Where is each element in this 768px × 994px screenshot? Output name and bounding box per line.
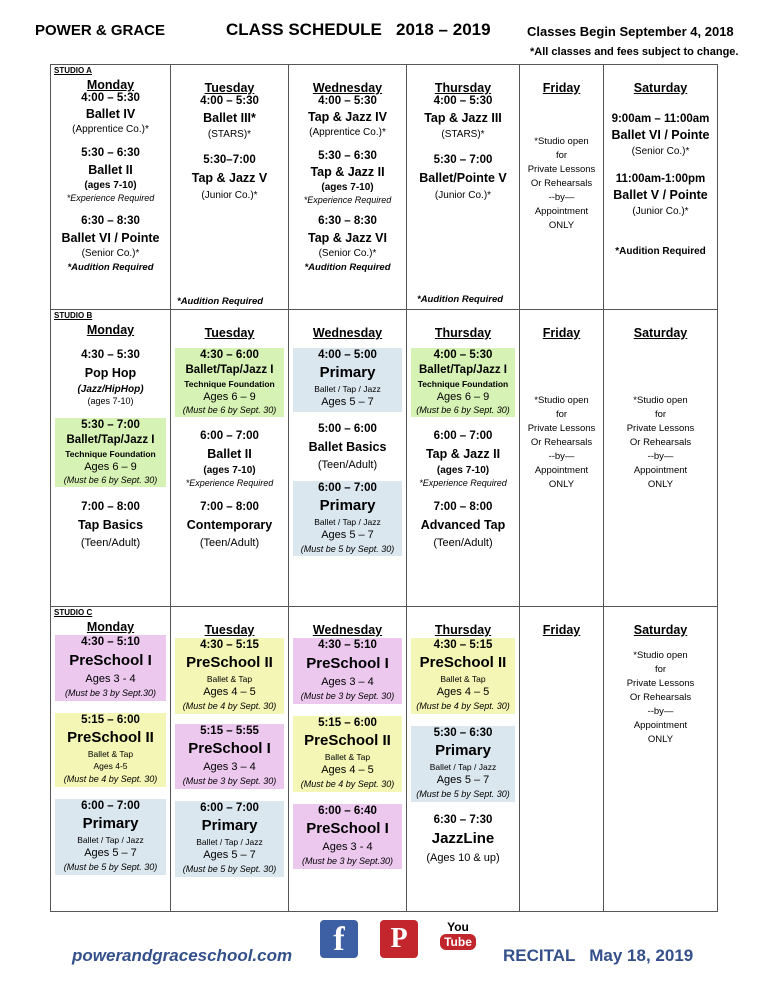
class-block [293, 423, 402, 471]
day-heading: Monday [86, 323, 135, 337]
studio-c-thursday [406, 607, 519, 911]
class-time: 9:00am – 11:00am [611, 113, 710, 125]
class-block [55, 92, 166, 135]
class-time: 5:30 – 6:30 [81, 147, 140, 159]
class-name: Primary [319, 364, 376, 381]
class-block [293, 481, 402, 556]
class-time: 6:30 – 7:30 [433, 814, 493, 826]
class-block [55, 147, 166, 203]
class-block [175, 348, 284, 417]
class-block [411, 638, 515, 714]
youtube-icon[interactable] [440, 920, 476, 958]
class-time: 4:00 – 5:30 [200, 95, 259, 107]
class-ages: Ages 3 - 4 [322, 841, 373, 853]
class-time: 6:30 – 8:30 [318, 215, 377, 227]
facebook-icon[interactable]: f [320, 920, 358, 958]
class-name: Tap & Jazz II [425, 447, 501, 461]
class-sub: (Apprentice Co.)* [72, 124, 149, 135]
class-block [175, 154, 284, 201]
class-block [175, 430, 284, 488]
class-time: 7:00 – 8:00 [433, 501, 493, 513]
class-ages: Ages 3 - 4 [85, 673, 136, 685]
studio-a-tuesday [170, 65, 288, 309]
class-time: 6:00 – 7:00 [200, 802, 259, 814]
class-ages: Ages 4-5 [93, 761, 128, 771]
studio-b-wednesday [288, 310, 406, 606]
studio-c-wednesday [288, 607, 406, 911]
studio-a-monday [51, 65, 170, 309]
class-sub: (ages 7-10) [436, 465, 490, 476]
class-sub: (Junior Co.)* [632, 206, 689, 217]
class-time: 4:00 – 5:30 [81, 92, 140, 104]
class-must: (Must be 5 by Sept. 30) [300, 544, 395, 554]
class-block [175, 638, 284, 714]
class-ages: Ages 4 – 5 [321, 764, 374, 776]
class-block [293, 215, 402, 273]
class-note: *Experience Required [66, 193, 155, 203]
class-technique: Technique Foundation [184, 379, 275, 389]
class-block [175, 724, 284, 789]
class-must: (Must be 3 by Sept. 30) [300, 691, 395, 701]
class-must: (Must be 5 by Sept. 30) [63, 862, 158, 872]
class-time: 7:00 – 8:00 [200, 501, 259, 513]
day-heading: Tuesday [204, 326, 255, 340]
class-name: Primary [435, 742, 491, 759]
studio-b-row [51, 309, 717, 606]
class-sub: (Teen/Adult) [80, 537, 141, 549]
class-technique: Technique Foundation [417, 379, 509, 389]
class-ages: Ages 5 – 7 [203, 849, 256, 861]
class-block [55, 349, 166, 406]
class-name: Ballet/Tap/Jazz I [66, 434, 155, 446]
class-name: PreSchool I [188, 740, 271, 757]
class-block [55, 418, 166, 487]
studio-a-wednesday [288, 65, 406, 309]
class-time: 4:30 – 5:30 [81, 349, 140, 361]
day-heading: Friday [542, 623, 581, 637]
class-time: 5:15 – 6:00 [318, 717, 377, 729]
class-name: Ballet II [207, 447, 252, 461]
class-name: Ballet/Pointe V [419, 171, 507, 185]
class-ages: Ages 5 – 7 [321, 529, 374, 541]
class-sub: (Jazz/HipHop) [77, 384, 144, 395]
pinterest-icon[interactable]: P [380, 920, 418, 958]
class-sub: (Junior Co.)* [201, 190, 258, 201]
class-time: 4:00 – 5:00 [318, 349, 377, 361]
class-name: PreSchool I [306, 655, 389, 672]
class-name: Ballet III* [203, 111, 256, 125]
class-sub: (Teen/Adult) [199, 537, 260, 549]
class-name: Tap & Jazz IV [308, 110, 387, 124]
classes-begin-date: Classes Begin September 4, 2018 [527, 24, 734, 39]
class-name: Tap & Jazz III [424, 111, 502, 125]
class-style: Ballet / Tap / Jazz [314, 517, 381, 527]
class-must: (Must be 4 by Sept. 30) [300, 779, 395, 789]
studio-label: STUDIO B [54, 311, 93, 320]
day-heading: Saturday [633, 623, 688, 637]
day-heading: Wednesday [312, 326, 383, 340]
class-ages: Ages 3 – 4 [203, 761, 256, 773]
class-must: (Must be 6 by Sept. 30) [63, 475, 158, 485]
class-must: (Must be 3 by Sept.30) [301, 856, 394, 866]
class-sub: (Senior Co.)* [631, 146, 690, 157]
class-block [411, 348, 515, 417]
class-name: Ballet Basics [308, 440, 387, 454]
class-style: Ballet & Tap [440, 674, 486, 684]
class-must: (Must be 3 by Sept.30) [64, 688, 157, 698]
class-name: Ballet V / Pointe [613, 188, 708, 202]
class-ages: Ages 3 – 4 [321, 676, 374, 688]
studio-c-saturday [603, 607, 717, 911]
class-sub: (Senior Co.)* [81, 248, 140, 259]
class-name: PreSchool I [69, 652, 152, 669]
class-name: PreSchool II [186, 654, 273, 671]
studio-b-thursday [406, 310, 519, 606]
class-block [293, 804, 402, 869]
studio-c-tuesday [170, 607, 288, 911]
studio-b-saturday [603, 310, 717, 606]
day-heading: Friday [542, 81, 581, 95]
class-name: PreSchool I [306, 820, 389, 837]
class-name: Primary [82, 815, 139, 832]
studio-b-tuesday [170, 310, 288, 606]
class-must: (Must be 5 by Sept. 30) [182, 864, 277, 874]
day-heading: Tuesday [204, 81, 255, 95]
class-name: Ballet VI / Pointe [61, 231, 160, 245]
class-ages: Ages 5 – 7 [321, 396, 374, 408]
class-name: Ballet VI / Pointe [611, 128, 710, 142]
class-block [411, 726, 515, 802]
studio-label: STUDIO C [54, 608, 93, 617]
class-must: (Must be 5 by Sept. 30) [416, 789, 510, 799]
class-name: Advanced Tap [420, 518, 506, 532]
class-name: Tap Basics [77, 518, 144, 532]
class-ages: Ages 5 – 7 [84, 847, 137, 859]
class-time: 5:30 – 7:00 [433, 154, 493, 166]
class-time: 6:00 – 6:40 [318, 805, 377, 817]
class-block [411, 501, 515, 549]
day-heading: Friday [542, 326, 581, 340]
class-style: Ballet & Tap [206, 674, 253, 684]
class-time: 4:00 – 5:30 [318, 95, 377, 107]
class-must: (Must be 4 by Sept. 30) [182, 701, 277, 711]
class-must: (Must be 4 by Sept. 30) [416, 701, 510, 711]
day-heading: Wednesday [312, 81, 383, 95]
class-time: 6:00 – 7:00 [81, 800, 140, 812]
class-style: Ballet / Tap / Jazz [196, 837, 263, 847]
class-time: 5:30–7:00 [203, 154, 256, 166]
class-name: Pop Hop [84, 366, 137, 380]
studio-c-row [51, 606, 717, 911]
class-time: 7:00 – 8:00 [81, 501, 140, 513]
recital-date: RECITAL May 18, 2019 [503, 946, 694, 965]
youtube-tube-label: Tube [440, 934, 476, 950]
class-time: 6:00 – 7:00 [433, 430, 493, 442]
class-technique: Technique Foundation [65, 449, 156, 459]
class-sub: (Teen/Adult) [317, 459, 378, 471]
studio-open-note: *Studio open for Private Lessons Or Rehearsals --by— Appointment ONLY [626, 650, 695, 745]
class-style: Ballet & Tap [324, 752, 371, 762]
class-ages: (ages 7-10) [87, 396, 134, 406]
class-block [411, 154, 515, 201]
class-style: Ballet & Tap [87, 749, 134, 759]
class-time: 4:30 – 5:15 [433, 639, 493, 651]
audition-note: *Audition Required [417, 294, 504, 305]
class-must: (Must be 6 by Sept. 30) [416, 405, 510, 415]
class-time: 6:00 – 7:00 [318, 482, 377, 494]
studio-b-friday [519, 310, 603, 606]
class-block [293, 638, 402, 704]
studio-open-note: *Studio open for Private Lessons Or Rehearsals --by— Appointment ONLY [527, 395, 596, 490]
studio-a-row [51, 65, 717, 309]
day-heading: Tuesday [204, 623, 255, 637]
class-block [55, 215, 166, 273]
studio-a-thursday [406, 65, 519, 309]
class-block [411, 430, 515, 488]
class-sub: (Senior Co.)* [318, 248, 377, 259]
class-time: 6:30 – 8:30 [81, 215, 140, 227]
class-block [175, 501, 284, 549]
audition-note: *Audition Required [67, 262, 154, 273]
class-block [175, 801, 284, 877]
class-time: 4:00 – 5:30 [433, 349, 493, 361]
class-ages: Ages 4 – 5 [203, 686, 256, 698]
class-time: 4:30 – 5:15 [200, 639, 259, 651]
class-block [411, 95, 515, 140]
class-sub: (STARS)* [207, 129, 252, 140]
class-sub: (ages 7-10) [321, 182, 374, 193]
subject-to-change-note: *All classes and fees subject to change. [530, 46, 739, 58]
class-ages: Ages 5 – 7 [436, 774, 490, 786]
class-block [55, 501, 166, 549]
class-name: PreSchool II [67, 729, 154, 746]
audition-note: *Audition Required [304, 262, 391, 273]
class-block [293, 95, 402, 138]
class-name: Primary [319, 497, 376, 514]
class-name: Tap & Jazz II [310, 165, 385, 179]
class-name: Ballet IV [85, 107, 136, 121]
studio-a-friday [519, 65, 603, 309]
class-name: Ballet/Tap/Jazz I [419, 364, 507, 376]
audition-note: *Audition Required [177, 296, 264, 307]
class-block [293, 716, 402, 792]
class-name: Ballet/Tap/Jazz I [185, 364, 274, 376]
class-name: Tap & Jazz V [191, 171, 268, 185]
website-link[interactable]: powerandgraceschool.com [72, 946, 293, 965]
studio-b-monday [51, 310, 170, 606]
studio-label: STUDIO A [54, 66, 92, 75]
day-heading: Thursday [434, 81, 492, 95]
class-ages: Ages 6 – 9 [203, 391, 256, 403]
class-name: Contemporary [186, 518, 273, 532]
class-time: 4:30 – 5:10 [81, 636, 140, 648]
class-style: Ballet / Tap / Jazz [429, 762, 497, 772]
class-sub: (Teen/Adult) [433, 537, 493, 549]
class-time: 4:00 – 5:30 [433, 95, 493, 107]
class-name: JazzLine [431, 830, 495, 847]
class-time: 5:30 – 6:30 [433, 727, 493, 739]
day-heading: Monday [86, 78, 135, 92]
day-heading: Thursday [434, 326, 492, 340]
class-time: 6:00 – 7:00 [200, 430, 259, 442]
class-time: 5:30 – 6:30 [318, 150, 377, 162]
studio-open-note: *Studio open for Private Lessons Or Rehearsals --by— Appointment ONLY [527, 136, 596, 231]
day-heading: Monday [86, 620, 135, 634]
studio-a-saturday [603, 65, 717, 309]
audition-note: *Audition Required [615, 246, 706, 257]
class-must: (Must be 3 by Sept. 30) [182, 776, 277, 786]
class-style: Ballet / Tap / Jazz [77, 835, 144, 845]
class-block [55, 713, 166, 787]
studio-c-friday [519, 607, 603, 911]
class-time: 4:30 – 5:10 [318, 639, 377, 651]
class-ages: Ages 6 – 9 [436, 391, 490, 403]
class-sub: (ages 7-10) [84, 180, 137, 191]
day-heading: Thursday [434, 623, 492, 637]
class-block [411, 814, 515, 864]
class-block [608, 173, 713, 217]
class-block [55, 799, 166, 875]
class-style: Ballet / Tap / Jazz [314, 384, 381, 394]
class-name: Ballet II [88, 163, 133, 177]
day-heading: Saturday [633, 81, 688, 95]
class-block [293, 348, 402, 412]
class-sub: (Ages 10 & up) [426, 852, 500, 864]
class-sub: (STARS)* [441, 129, 485, 140]
school-name: POWER & GRACE [35, 22, 166, 39]
class-name: Primary [201, 817, 258, 834]
studio-open-note: *Studio open for Private Lessons Or Rehearsals --by— Appointment ONLY [626, 395, 695, 490]
class-sub: (ages 7-10) [203, 465, 256, 476]
class-time: 5:15 – 5:55 [200, 725, 259, 737]
page-title: CLASS SCHEDULE 2018 – 2019 [226, 20, 491, 39]
class-time: 5:30 – 7:00 [81, 419, 140, 431]
schedule-table [50, 64, 718, 912]
class-block [175, 95, 284, 140]
class-block [608, 113, 713, 157]
class-sub: (Apprentice Co.)* [309, 127, 386, 138]
class-must: (Must be 4 by Sept. 30) [63, 774, 158, 784]
class-name: Tap & Jazz VI [308, 231, 387, 245]
day-heading: Wednesday [312, 623, 383, 637]
class-time: 4:30 – 6:00 [200, 349, 259, 361]
class-name: PreSchool II [419, 654, 507, 671]
class-time: 5:15 – 6:00 [81, 714, 140, 726]
class-note: *Experience Required [303, 195, 392, 205]
youtube-you-label: You [447, 920, 469, 934]
studio-c-monday [51, 607, 170, 911]
class-ages: Ages 4 – 5 [436, 686, 490, 698]
class-note: *Experience Required [419, 478, 507, 488]
class-ages: Ages 6 – 9 [84, 461, 137, 473]
class-time: 5:00 – 6:00 [318, 423, 377, 435]
day-heading: Saturday [633, 326, 688, 340]
class-note: *Experience Required [185, 478, 274, 488]
class-name: PreSchool II [304, 732, 391, 749]
class-time: 11:00am-1:00pm [615, 173, 706, 185]
class-must: (Must be 6 by Sept. 30) [182, 405, 277, 415]
class-sub: (Junior Co.)* [434, 190, 492, 201]
class-block [55, 635, 166, 701]
class-block [293, 150, 402, 205]
